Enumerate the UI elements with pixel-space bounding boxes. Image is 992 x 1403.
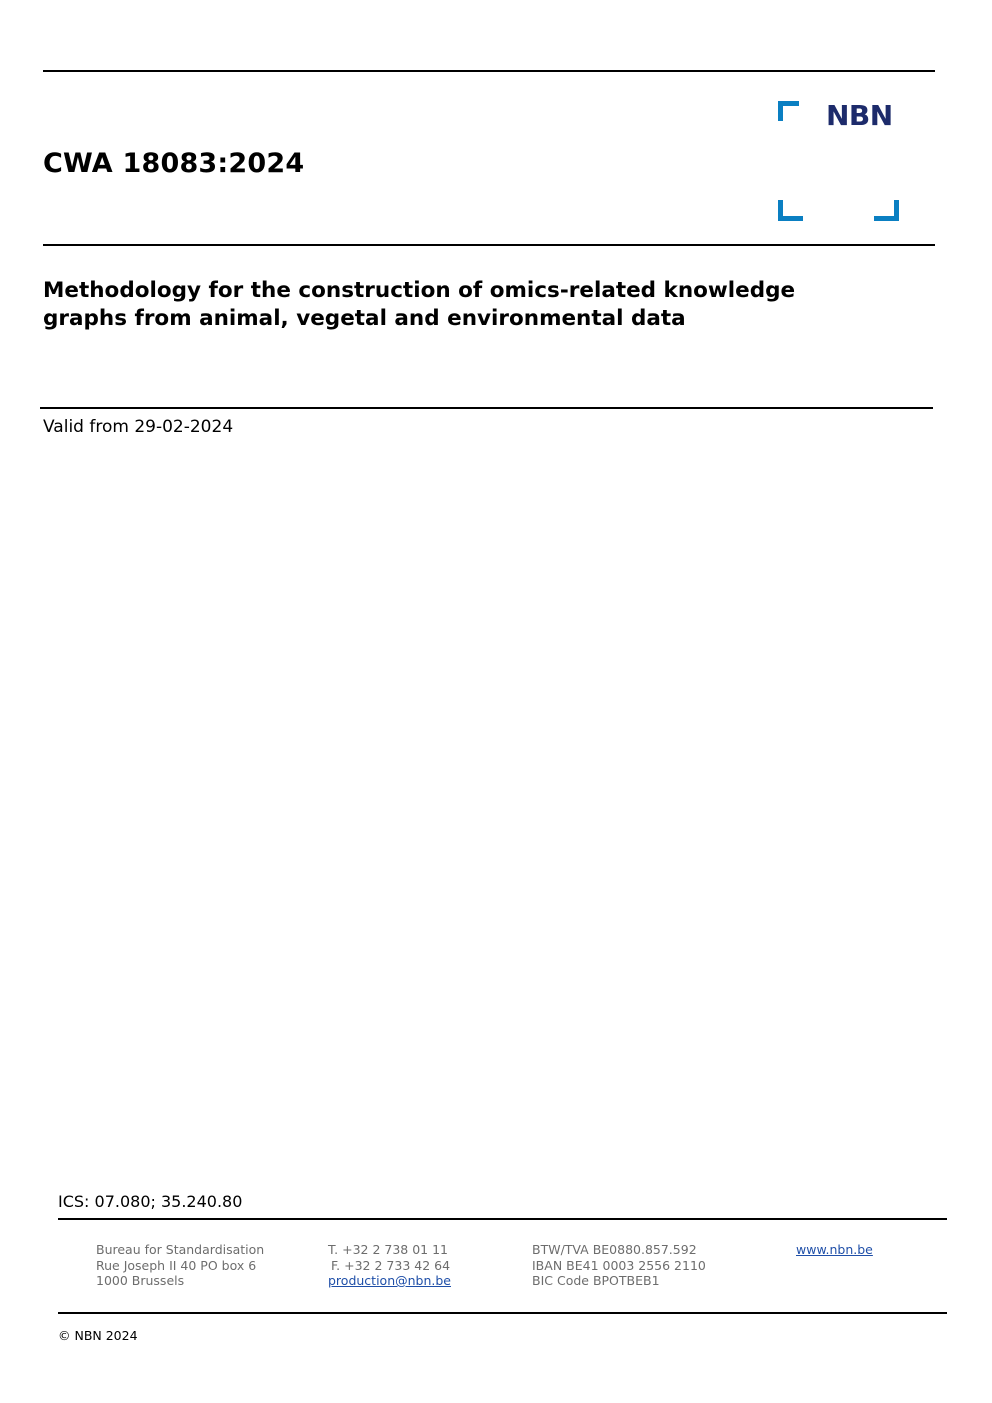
address-line-org: Bureau for Standardisation <box>96 1242 265 1257</box>
header-divider <box>43 244 935 246</box>
fax-number: F. +32 2 733 42 64 <box>331 1257 451 1273</box>
phone-number: T. +32 2 738 01 11 <box>328 1242 448 1257</box>
footer-address <box>96 1242 264 1289</box>
top-divider <box>43 70 935 72</box>
footer-contact <box>328 1242 451 1289</box>
footer-top-divider <box>58 1218 947 1220</box>
standard-number: CWA 18083:2024 <box>43 148 305 179</box>
nbn-logo <box>778 101 899 222</box>
email-link[interactable]: production@nbn.be <box>328 1273 451 1288</box>
address-line-city: 1000 Brussels <box>96 1273 185 1288</box>
document-title <box>43 277 903 333</box>
title-line-2: graphs from animal, vegetal and environmental data <box>43 306 686 331</box>
ics-codes: ICS: 07.080; 35.240.80 <box>58 1192 243 1211</box>
footer-bottom-divider <box>58 1312 947 1314</box>
address-line-street: Rue Joseph II 40 PO box 6 <box>96 1257 257 1273</box>
copyright-notice: © NBN 2024 <box>58 1328 138 1343</box>
title-divider <box>40 407 933 409</box>
logo-corner-top-left <box>778 101 799 121</box>
valid-from-date: Valid from 29-02-2024 <box>43 417 234 437</box>
iban-number: IBAN BE41 0003 2556 2110 <box>532 1257 706 1273</box>
logo-corner-bottom-left <box>778 200 803 221</box>
website-link[interactable]: www.nbn.be <box>796 1242 873 1257</box>
footer-website <box>796 1242 873 1258</box>
vat-number: BTW/TVA BE0880.857.592 <box>532 1242 697 1257</box>
title-line-1: Methodology for the construction of omics-related knowledge <box>43 278 796 303</box>
footer-bank-details <box>532 1242 706 1289</box>
logo-wordmark: NBN <box>826 99 893 132</box>
logo-corner-bottom-right <box>874 200 899 221</box>
bic-code: BIC Code BPOTBEB1 <box>532 1273 660 1288</box>
